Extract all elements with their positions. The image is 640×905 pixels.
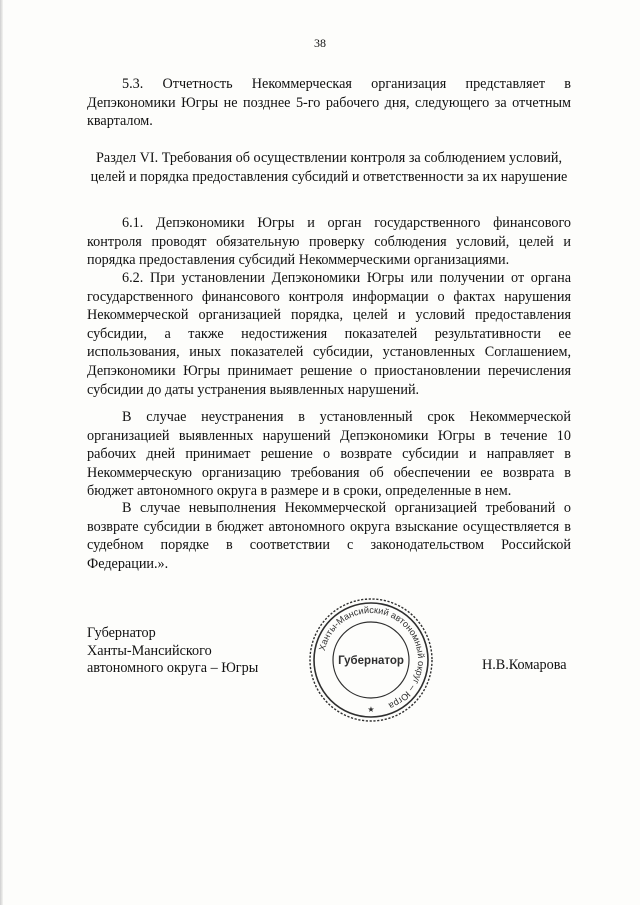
official-seal <box>308 597 434 723</box>
paragraph-6-2: 6.2. При установлении Депэкономики Югры или получении от органа государственного финансового контроля информации о фактах нарушения Некоммерческой организацией порядка, целей и условий предоставления субсидии, а также недостижения показателей результативности ее использования, иных показателей субсидии, установленных Соглашением, Депэкономики Югры принимает решение о приостановлении перечисления субсидии до даты устранения выявленных нарушений. <box>87 270 571 398</box>
paragraph-6-1: 6.1. Депэкономики Югры и орган государственного финансового контроля проводят обязательную проверку соблюдения условий, целей и порядка предоставления субсидий Некоммерческими организациями. <box>87 215 571 269</box>
signatory-title-line-3: автономного округа – Югры <box>87 660 259 676</box>
seal-star-icon: ★ <box>367 705 375 714</box>
page-edge <box>0 0 3 905</box>
signatory-title <box>87 625 258 678</box>
signatory-title-line-2: Ханты-Мансийского <box>87 642 212 659</box>
paragraph-failure-to-fix: В случае неустранения в установленный срок Некоммерческой организацией выявленных нарушений Депэкономики Югры в течение 10 рабочих дней принимает решение о возврате субсидии и направляет в Некоммерческую организацию требования об обеспечении ее возврата в бюджет автономного округа в размере и в сроки, определенные в нем. <box>87 409 571 500</box>
signatory-title-line-1: Губернатор <box>87 625 156 641</box>
paragraph-failure-to-return: В случае невыполнения Некоммерческой организацией требований о возврате субсидии в бюджет автономного округа взыскание осуществляется в судебном порядке в соответствии с законодательством Российской Федерации.». <box>87 500 571 572</box>
seal-center-text: Губернатор <box>338 655 404 667</box>
page-number: 38 <box>314 36 326 50</box>
paragraph-5-3: 5.3. Отчетность Некоммерческая организация представляет в Депэкономики Югры не позднее 5-го рабочего дня, следующего за отчетным кварталом. <box>87 76 571 130</box>
section-title: Раздел VI. Требования об осуществлении контроля за соблюдением условий, целей и порядка предоставления субсидий и ответственности за их нарушение <box>90 150 568 185</box>
seal-ring-text: Ханты-Мансийский автономный округ – Югра <box>316 604 427 712</box>
signatory-name: Н.В.Комарова <box>482 657 567 673</box>
